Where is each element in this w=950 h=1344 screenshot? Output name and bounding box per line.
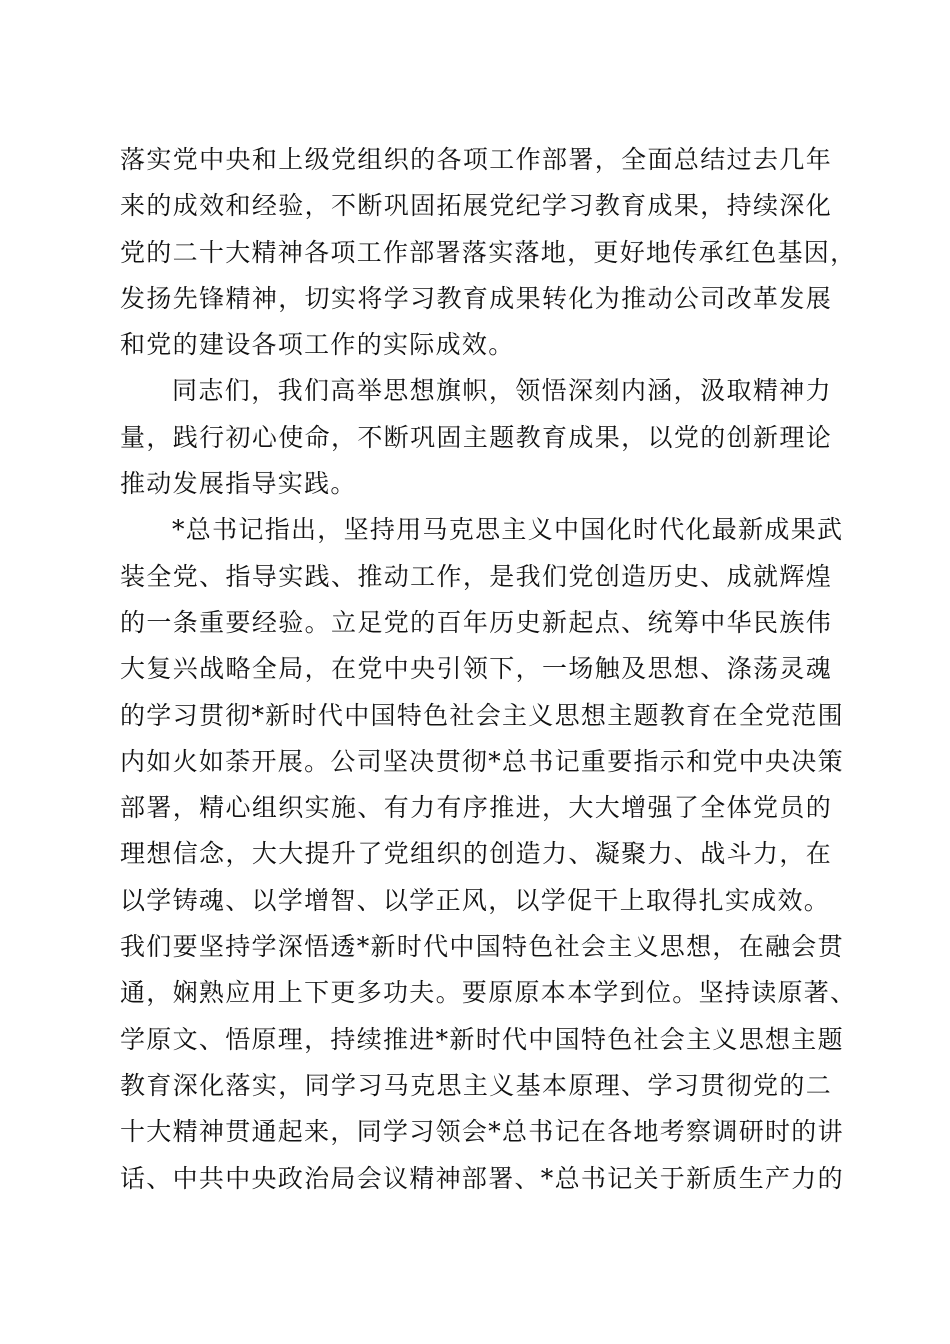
text-line: 发扬先锋精神，切实将学习教育成果转化为推动公司改革发展 [120,283,832,313]
text-line: 党的二十大精神各项工作部署落实落地，更好地传承红色基因， [120,237,857,267]
text-line: 部署，精心组织实施、有力有序推进，大大增强了全体党员的 [120,793,832,823]
text-line: 学原文、悟原理，持续推进*新时代中国特色社会主义思想主题 [120,1024,844,1054]
paragraph-start-line: 同志们，我们高举思想旗帜，领悟深刻内涵，汲取精神力 [172,376,832,406]
text-line: 装全党、指导实践、推动工作，是我们党创造历史、成就辉煌 [120,561,832,591]
text-line: 教育深化落实，同学习马克思主义基本原理、学习贯彻党的二 [120,1070,832,1100]
paragraph-start-line: *总书记指出，坚持用马克思主义中国化时代化最新成果武 [172,515,844,545]
text-line: 和党的建设各项工作的实际成效。 [120,330,515,360]
text-line: 理想信念，大大提升了党组织的创造力、凝聚力、战斗力，在 [120,839,832,869]
text-line: 大复兴战略全局，在党中央引领下，一场触及思想、涤荡灵魂 [120,654,832,684]
text-line: 十大精神贯通起来，同学习领会*总书记在各地考察调研时的讲 [120,1117,844,1147]
text-line: 来的成效和经验，不断巩固拓展党纪学习教育成果，持续深化 [120,191,832,221]
text-line: 通，娴熟应用上下更多功夫。要原原本本学到位。坚持读原著、 [120,978,857,1008]
text-line: 话、中共中央政治局会议精神部署、*总书记关于新质生产力的 [120,1163,844,1193]
body-text [120,137,857,1202]
text-line: 推动发展指导实践。 [120,469,357,499]
text-line: 我们要坚持学深悟透*新时代中国特色社会主义思想，在融会贯 [120,932,844,962]
text-line: 的学习贯彻*新时代中国特色社会主义思想主题教育在全党范围 [120,700,844,730]
text-line: 内如火如荼开展。公司坚决贯彻*总书记重要指示和党中央决策 [120,746,844,776]
text-line: 的一条重要经验。立足党的百年历史新起点、统筹中华民族伟 [120,607,832,637]
text-line: 量，践行初心使命，不断巩固主题教育成果，以党的创新理论 [120,422,832,452]
text-line: 落实党中央和上级党组织的各项工作部署，全面总结过去几年 [120,145,832,174]
text-line: 以学铸魂、以学增智、以学正风，以学促干上取得扎实成效。 [120,885,831,915]
